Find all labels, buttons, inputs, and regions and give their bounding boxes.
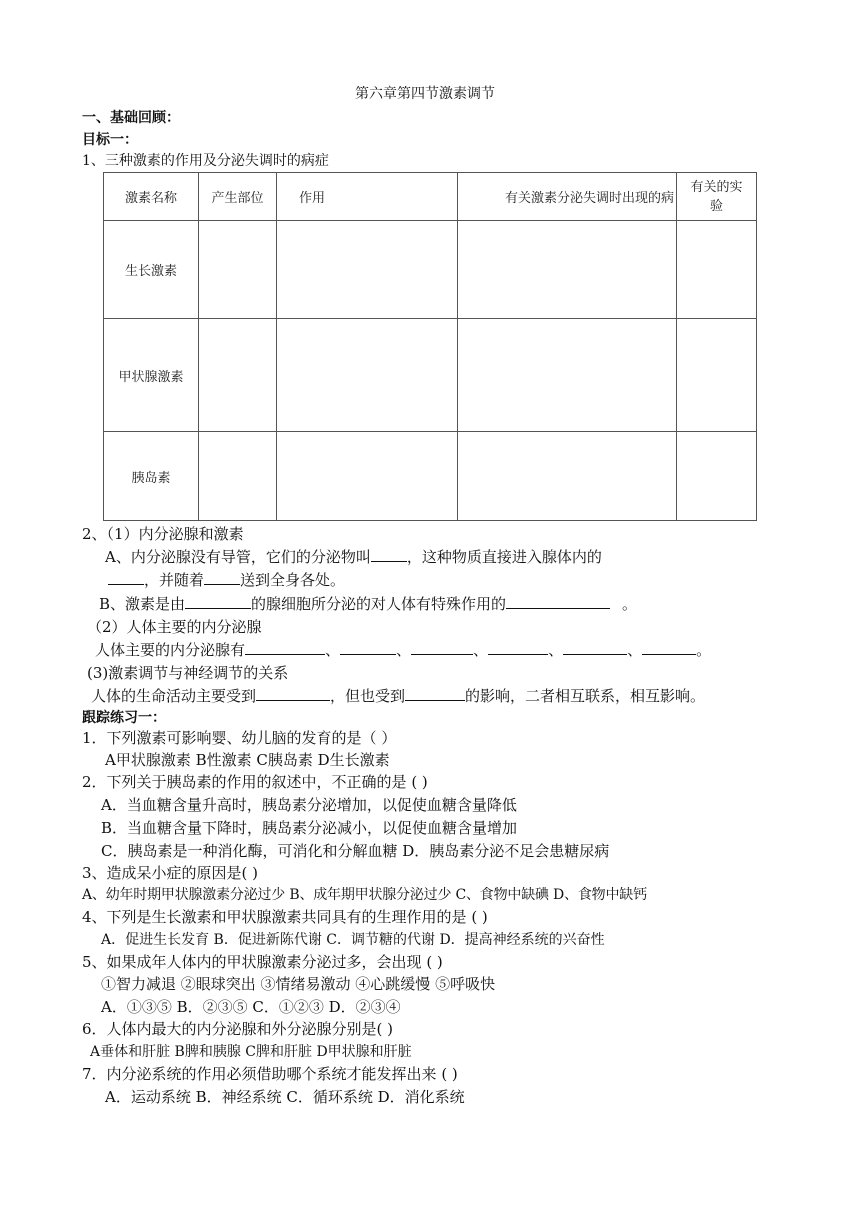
answer-options: A．促进生长发育 B．促进新陈代谢 C．调节糖的代谢 D．提高神经系统的兴奋性 xyxy=(101,932,605,948)
q2p3-post: 的影响，二者相互联系，相互影响。 xyxy=(465,687,706,705)
question-line: 1．下列激素可影响婴、幼儿脑的发育的是（ ） xyxy=(82,729,397,747)
page-title: 第六章第四节激素调节 xyxy=(355,86,495,102)
table-cell xyxy=(199,319,277,432)
row-label-growth-hormone: 生长激素 xyxy=(104,221,199,319)
blank-2[interactable] xyxy=(108,570,144,585)
question-line: 5、如果成年人体内的甲状腺激素分泌过多，会出现 ( ) xyxy=(82,953,443,971)
header-experiment-line1: 有关的实 xyxy=(690,179,743,195)
q2a-text-post: ，这种物质直接进入腺体内的 xyxy=(406,548,602,566)
sep: 、 xyxy=(396,641,412,659)
table-cell xyxy=(277,221,458,319)
blank-1[interactable] xyxy=(371,547,407,562)
blank-12[interactable] xyxy=(256,686,330,701)
q2b-pre: B、激素是由 xyxy=(99,595,186,613)
blank-11[interactable] xyxy=(642,640,696,655)
question-line: 2．下列关于胰岛素的作用的叙述中，不正确的是 ( ) xyxy=(82,773,428,791)
table-cell xyxy=(458,319,677,432)
q2a-line2-post: 送到全身各处。 xyxy=(240,571,346,589)
blank-5[interactable] xyxy=(506,594,610,609)
table-row xyxy=(104,221,757,319)
q2a-line2-mid: ，并随着 xyxy=(144,571,205,589)
question-line: 4、下列是生长激素和甲状腺激素共同具有的生理作用的是 ( ) xyxy=(82,908,488,926)
table-cell xyxy=(199,432,277,521)
table-row xyxy=(104,432,757,521)
question-2-title: 2、（1）内分泌腺和激素 xyxy=(82,525,244,543)
table-cell xyxy=(677,432,757,521)
sep: 、 xyxy=(473,641,489,659)
table-cell xyxy=(277,432,458,521)
question-line: 6．人体内最大的内分泌腺和外分泌腺分别是( ) xyxy=(82,1020,394,1038)
practice-heading: 跟踪练习一： xyxy=(82,710,166,726)
header-origin: 产生部位 xyxy=(199,173,277,221)
answer-option: B．当血糖含量下降时，胰岛素分泌减小，以促使血糖含量增加 xyxy=(101,819,518,837)
sep: 、 xyxy=(627,641,643,659)
answer-options: A．运动系统 B．神经系统 C．循环系统 D．消化系统 xyxy=(105,1088,465,1106)
target-heading: 目标一： xyxy=(82,132,138,148)
blank-13[interactable] xyxy=(405,686,465,701)
question-line: 3、造成呆小症的原因是( ) xyxy=(82,864,259,882)
table-row xyxy=(104,319,757,432)
q2p3-mid: ，但也受到 xyxy=(330,687,406,705)
answer-option: A．当血糖含量升高时，胰岛素分泌增加，以促使血糖含量降低 xyxy=(101,796,517,814)
header-experiment-line2: 验 xyxy=(709,198,723,214)
hormone-table xyxy=(103,172,757,521)
answer-options: A甲状腺激素 B性激素 C胰岛素 D生长激素 xyxy=(105,751,390,769)
answer-options: A．①③⑤ B．②③⑤ C．①②③ D．②③④ xyxy=(101,998,401,1016)
blank-8[interactable] xyxy=(411,640,473,655)
question-2-part3-line xyxy=(91,686,705,706)
q2p3-pre: 人体的生命活动主要受到 xyxy=(91,687,257,705)
blank-10[interactable] xyxy=(563,640,627,655)
table-cell xyxy=(677,221,757,319)
blank-3[interactable] xyxy=(204,570,240,585)
table-cell xyxy=(677,319,757,432)
header-hormone-name: 激素名称 xyxy=(104,173,199,221)
answer-option: C．胰岛素是一种消化酶，可消化和分解血糖 D．胰岛素分泌不足会患糖尿病 xyxy=(101,842,610,860)
table-cell xyxy=(199,221,277,319)
question-2-part2-line xyxy=(95,640,711,660)
blank-6[interactable] xyxy=(245,640,325,655)
blank-9[interactable] xyxy=(488,640,548,655)
end: 。 xyxy=(696,641,712,659)
table-cell xyxy=(458,432,677,521)
q2b-post: 。 xyxy=(622,595,638,613)
q2p2-pre: 人体主要的内分泌腺有 xyxy=(95,641,246,659)
header-disease: 有关激素分泌失调时出现的病 xyxy=(458,173,677,221)
question-2-part2-title: （2）人体主要的内分泌腺 xyxy=(87,618,262,636)
row-label-thyroid-hormone: 甲状腺激素 xyxy=(104,319,199,432)
question-line: 7．内分泌系统的作用必须借助哪个系统才能发挥出来 ( ) xyxy=(82,1065,458,1083)
answer-options: A垂体和肝脏 B脾和胰腺 C脾和肝脏 D甲状腺和肝脏 xyxy=(90,1044,412,1060)
answer-items: ①智力减退 ②眼球突出 ③情绪易激动 ④心跳缓慢 ⑤呼吸快 xyxy=(101,975,496,993)
sep: 、 xyxy=(548,641,564,659)
q2b-mid: 的腺细胞所分泌的对人体有特殊作用的 xyxy=(251,595,507,613)
question-2-part3-title: (3)激素调节与神经调节的关系 xyxy=(87,664,289,682)
row-label-insulin: 胰岛素 xyxy=(104,432,199,521)
blank-7[interactable] xyxy=(340,640,396,655)
header-experiment xyxy=(677,173,757,221)
table-header-row xyxy=(104,173,757,221)
question-2-a-line1 xyxy=(105,547,602,567)
question-1-title: 1、三种激素的作用及分泌失调时的病症 xyxy=(82,153,329,169)
blank-4[interactable] xyxy=(185,594,251,609)
table-cell xyxy=(458,221,677,319)
question-2-b-line xyxy=(99,594,637,614)
section-heading: 一、基础回顾： xyxy=(82,110,180,126)
answer-options: A、幼年时期甲状腺激素分泌过少 B、成年期甲状腺分泌过少 C、食物中缺碘 D、食物中缺钙 xyxy=(82,887,647,903)
header-function: 作用 xyxy=(277,173,458,221)
question-2-a-line2 xyxy=(108,570,345,590)
sep: 、 xyxy=(325,641,341,659)
table-cell xyxy=(277,319,458,432)
q2a-text-pre: A、内分泌腺没有导管，它们的分泌物叫 xyxy=(105,548,371,566)
